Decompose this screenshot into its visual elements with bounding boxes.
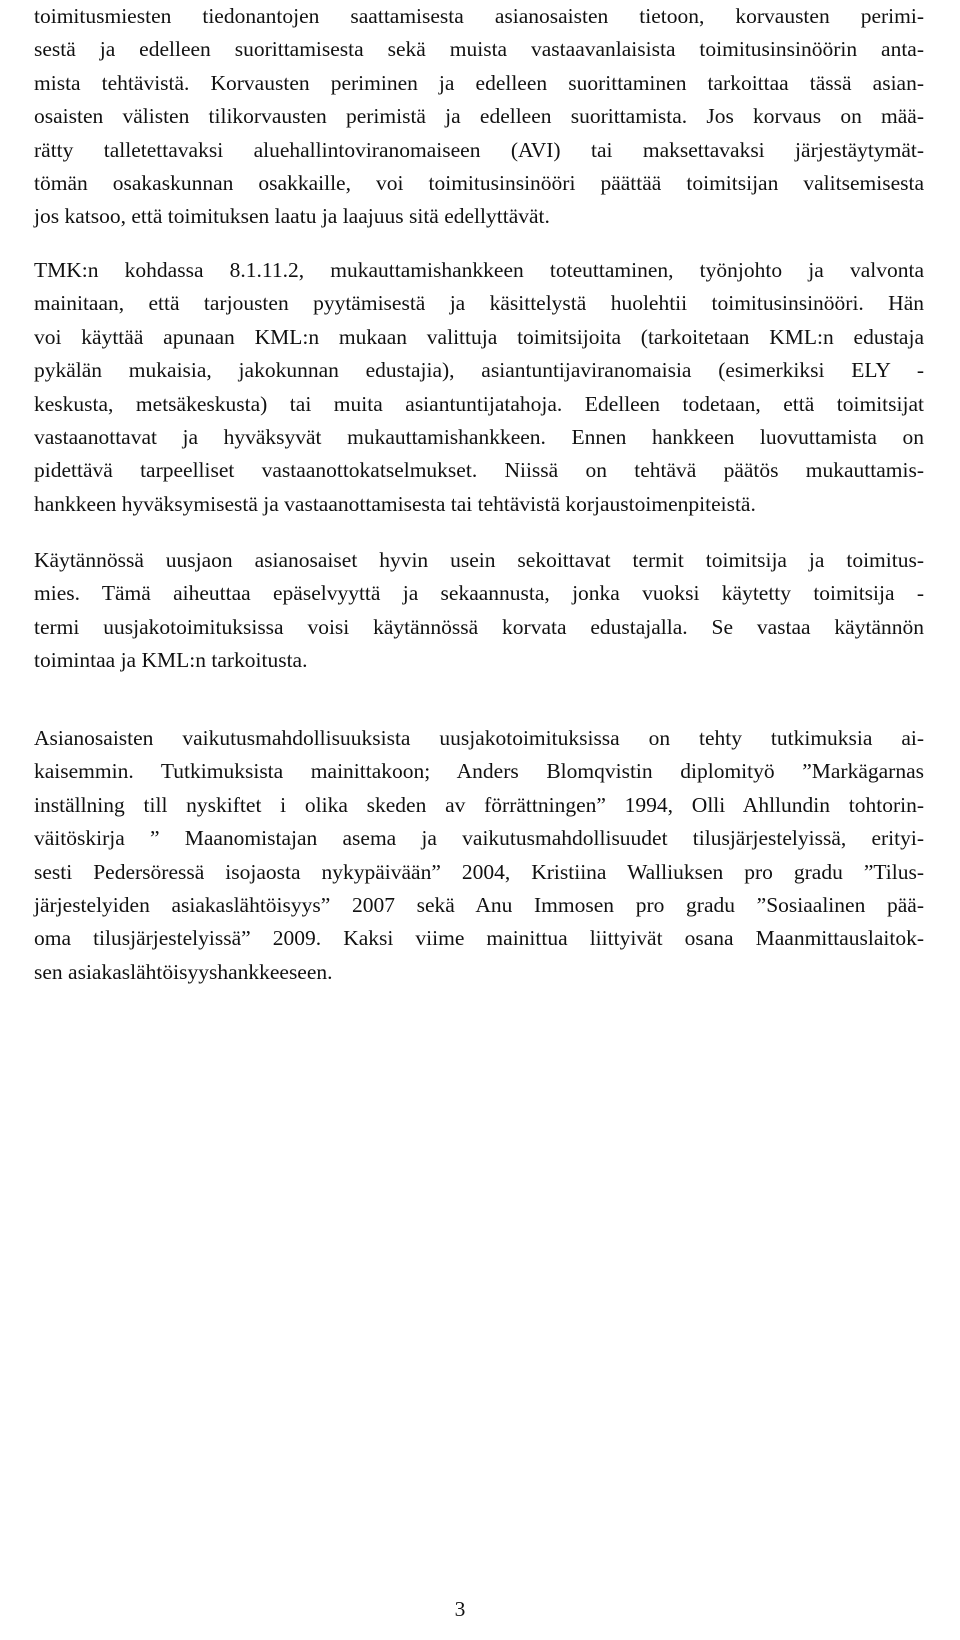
text-line: sestä ja edelleen suorittamisesta sekä muista vastaavanlaisista toimitusinsinöörin anta- — [34, 37, 924, 62]
paragraph-1 — [34, 0, 924, 234]
text-line: inställning till nyskiftet i olika skeden av förrättningen” 1994, Olli Ahllundin tohtorin- — [34, 792, 924, 817]
paragraph-4 — [34, 722, 924, 989]
paragraph-2 — [34, 254, 924, 521]
text-line: oma tilusjärjestelyissä” 2009. Kaksi viime mainittua liittyivät osana Maanmittauslaitok- — [34, 926, 924, 951]
text-line: rätty talletettavaksi aluehallintoviranomaiseen (AVI) tai maksettavaksi järjestäytymät- — [34, 137, 924, 162]
text-line: keskusta, metsäkeskusta) tai muita asiantuntijatahoja. Edelleen todetaan, että toimitsijat — [34, 391, 924, 416]
paragraph-3 — [34, 544, 924, 678]
text-line: termi uusjakotoimituksissa voisi käytännössä korvata edustajalla. Se vastaa käytännön — [34, 614, 924, 639]
text-line: väitöskirja ” Maanomistajan asema ja vaikutusmahdollisuudet tilusjärjestelyissä, erityi- — [34, 826, 924, 851]
text-line: toimitusmiesten tiedonantojen saattamisesta asianosaisten tietoon, korvausten perimi- — [34, 4, 924, 28]
text-line: järjestelyiden asiakaslähtöisyys” 2007 sekä Anu Immosen pro gradu ”Sosiaalinen pää- — [34, 892, 924, 917]
text-line: hankkeen hyväksymisestä ja vastaanottamisesta tai tehtävistä korjaustoimenpiteistä. — [34, 491, 756, 516]
text-line: vastaanottavat ja hyväksyvät mukauttamishankkeen. Ennen hankkeen luovuttamista on — [34, 424, 924, 449]
text-line: mista tehtävistä. Korvausten periminen ja edelleen suorittaminen tarkoittaa tässä asian- — [34, 70, 924, 95]
text-line: kaisemmin. Tutkimuksista mainittakoon; Anders Blomqvistin diplomityö ”Markägarnas — [34, 759, 924, 784]
text-line: sen asiakaslähtöisyyshankkeeseen. — [34, 959, 333, 984]
text-line: Käytännössä uusjaon asianosaiset hyvin usein sekoittavat termit toimitsija ja toimitus- — [34, 548, 924, 572]
text-line: tömän osakaskunnan osakkaille, voi toimitusinsinööri päättää toimitsijan valitsemisesta — [34, 170, 924, 195]
text-line: Asianosaisten vaikutusmahdollisuuksista uusjakotoimituksissa on tehty tutkimuksia ai- — [34, 726, 924, 750]
text-line: toimintaa ja KML:n tarkoitusta. — [34, 648, 308, 673]
text-line: pidettävä tarpeelliset vastaanottokatselmukset. Niissä on tehtävä päätös mukauttamis- — [34, 458, 924, 483]
text-line: TMK:n kohdassa 8.1.11.2, mukauttamishankkeen toteuttaminen, työnjohto ja valvonta — [34, 258, 924, 282]
text-line: jos katsoo, että toimituksen laatu ja laajuus sitä edellyttävät. — [34, 204, 550, 229]
text-line: osaisten välisten tilikorvausten perimistä ja edelleen suorittamista. Jos korvaus on mää- — [34, 104, 924, 129]
text-line: mies. Tämä aiheuttaa epäselvyyttä ja sekaannusta, jonka vuoksi käytetty toimitsija - — [34, 581, 924, 606]
page-number: 3 — [454, 1597, 466, 1621]
text-line: voi käyttää apunaan KML:n mukaan valittuja toimitsijoita (tarkoitetaan KML:n edustaja — [34, 324, 924, 349]
text-line: sesti Pedersöressä isojaosta nykypäivään” 2004, Kristiina Walliuksen pro gradu ”Tilus- — [34, 859, 924, 884]
text-line: pykälän mukaisia, jakokunnan edustajia), asiantuntijaviranomaisia (esimerkiksi ELY - — [34, 358, 924, 383]
text-line: mainitaan, että tarjousten pyytämisestä ja käsittelystä huolehtii toimitusinsinööri. Hän — [34, 291, 924, 316]
